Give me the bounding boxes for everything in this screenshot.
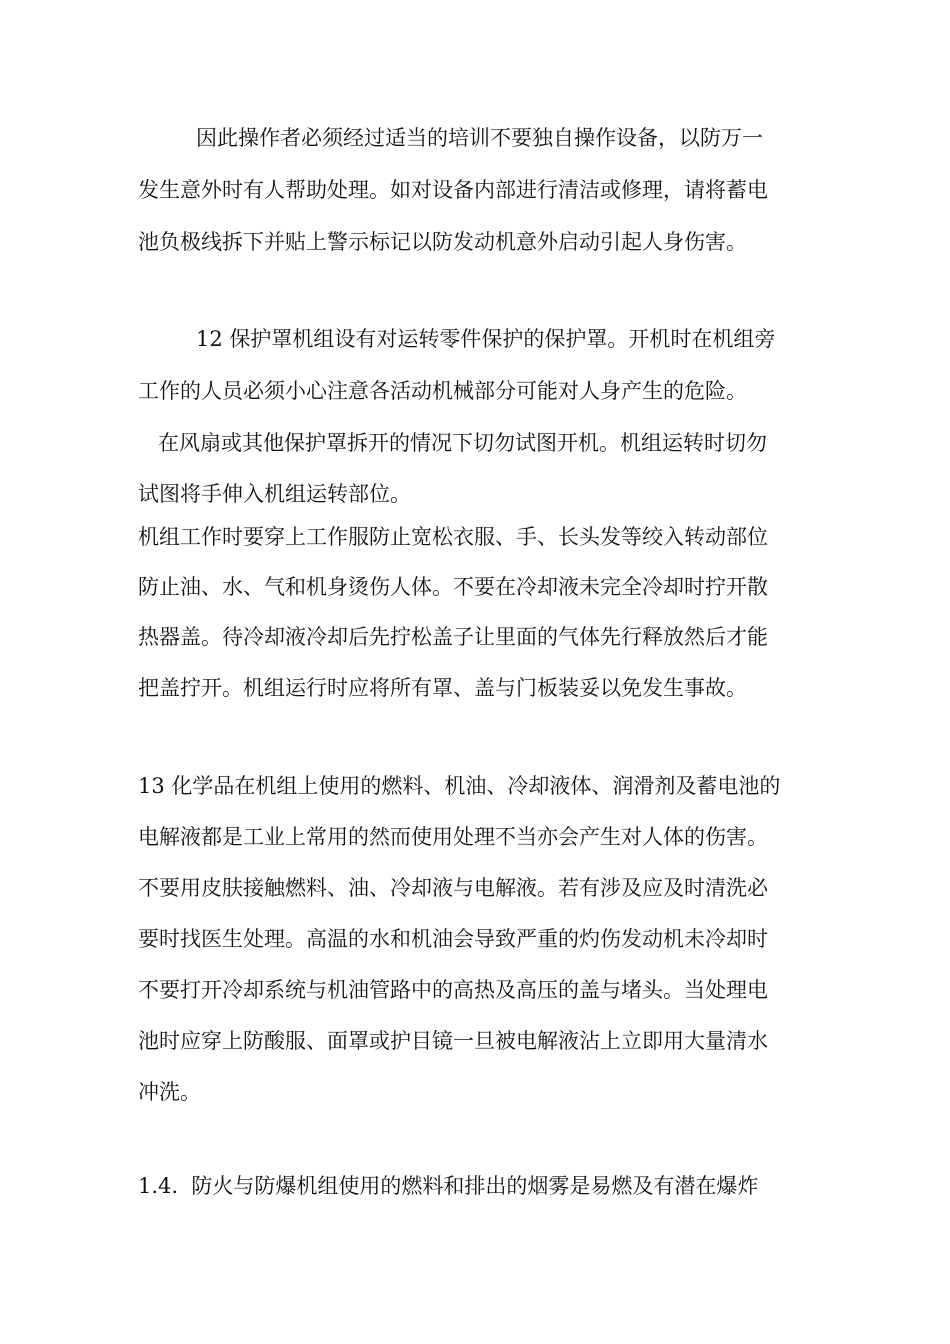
text-line: 不要打开冷却系统与机油管路中的高热及高压的盖与堵头。当处理电 xyxy=(138,978,768,1002)
text-line: 工作的人员必须小心注意各活动机械部分可能对人身产生的危险。 xyxy=(138,379,747,403)
text-line: 因此操作者必须经过适当的培训不要独自操作设备，以防万一 xyxy=(196,126,763,150)
text-line: 发生意外时有人帮助处理。如对设备内部进行清洁或修理，请将蓄电 xyxy=(138,178,768,202)
text-line: 机组工作时要穿上工作服防止宽松衣服、手、长头发等绞入转动部位 xyxy=(138,525,768,549)
text-line: 要时找医生处理。高温的水和机油会导致严重的灼伤发动机未冷却时 xyxy=(138,927,768,951)
text-line: 池负极线拆下并贴上警示标记以防发动机意外启动引起人身伤害。 xyxy=(138,230,747,254)
text-line: 池时应穿上防酸服、面罩或护目镜一旦被电解液沾上立即用大量清水 xyxy=(138,1029,768,1053)
text-line: 把盖拧开。机组运行时应将所有罩、盖与门板装妥以免发生事故。 xyxy=(138,676,747,700)
text-line: 冲洗。 xyxy=(138,1080,201,1104)
text-line: 在风扇或其他保护罩拆开的情况下切勿试图开机。机组运转时切勿 xyxy=(158,431,767,455)
text-line: 12 保护罩机组设有对运转零件保护的保护罩。开机时在机组旁 xyxy=(196,327,776,351)
text-line: 电解液都是工业上常用的然而使用处理不当亦会产生对人体的伤害。 xyxy=(138,825,768,849)
text-line: 13 化学品在机组上使用的燃料、机油、冷却液体、润滑剂及蓄电池的 xyxy=(138,774,781,798)
text-line: 不要用皮肤接触燃料、油、冷却液与电解液。若有涉及应及时清洗必 xyxy=(138,876,768,900)
text-line: 防止油、水、气和机身烫伤人体。不要在冷却液未完全冷却时拧开散 xyxy=(138,575,768,599)
text-line: 热器盖。待冷却液冷却后先拧松盖子让里面的气体先行释放然后才能 xyxy=(138,625,768,649)
text-line: 试图将手伸入机组运转部位。 xyxy=(138,482,411,506)
text-line: 1.4. 防火与防爆机组使用的燃料和排出的烟雾是易燃及有潜在爆炸 xyxy=(138,1174,759,1198)
